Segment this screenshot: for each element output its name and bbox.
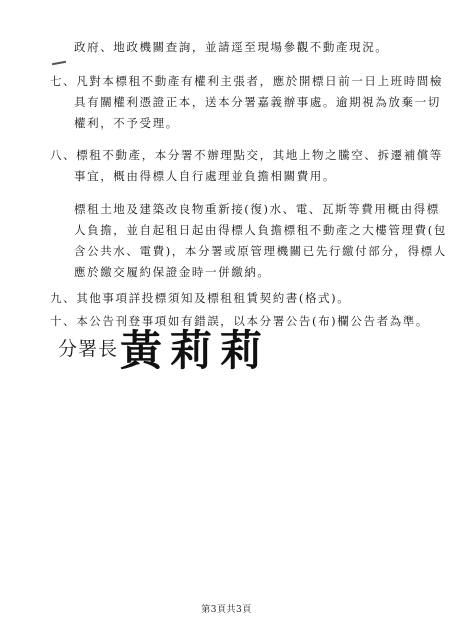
item-9-line-1: 九、其他事項詳投標須知及標租租賃契約書(格式)。 (50, 291, 351, 305)
item-8-line-1: 八、標租不動產，本分署不辦理點交，其地上物之騰空、拆遷補償等 (50, 148, 443, 162)
item-8-para-line-4: 應於繳交履約保證金時一併繳納。 (74, 265, 271, 279)
item-8-para-line-1: 標租土地及建築改良物重新接(復)水、電、瓦斯等費用概由得標 (74, 202, 440, 216)
item-8-para-line-3: 含公共水、電費)，本分署或原管理機關已先行繳付部分，得標人 (74, 244, 447, 258)
page-number: 第3頁共3頁 (201, 605, 252, 615)
item-10-line-1: 十、本公告刊登事項如有錯誤，以本分署公告(布)欄公告者為準。 (50, 314, 429, 328)
item-8-para-line-2: 人負擔，並自起租日起由得標人負擔標租不動產之大樓管理費(包 (74, 223, 447, 237)
item-8-line-2: 事宜，概由得標人自行處理並負擔相關費用。 (74, 169, 336, 183)
item-7-line-3: 權利，不予受理。 (74, 116, 179, 130)
item-7-line-1: 七、凡對本標租不動產有權利主張者，應於開標日前一日上班時間檢 (50, 74, 443, 88)
signature-title: 分署長 (58, 338, 119, 360)
text-line-1: 政府、地政機關查詢，並請逕至現場參觀不動產現況。 (74, 40, 389, 54)
signature-stamp: 黃莉莉 (120, 326, 271, 375)
correction-mark (52, 61, 66, 65)
item-7-line-2: 具有關權利憑證正本，送本分署嘉義辦事處。逾期視為放棄一切 (74, 95, 441, 109)
